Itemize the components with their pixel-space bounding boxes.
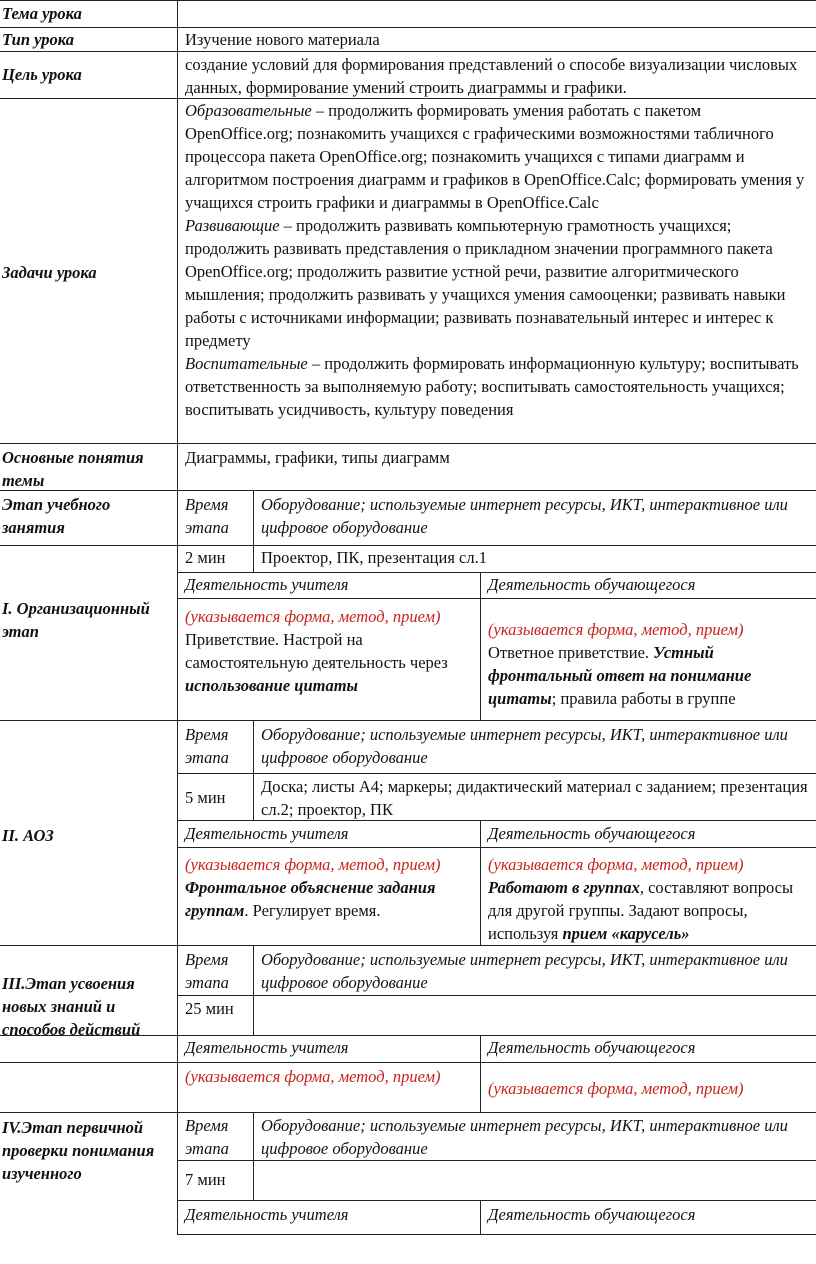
stage3-teacher-head: Деятельность учителя xyxy=(185,1038,349,1057)
stage1-student-text xyxy=(488,641,813,710)
stage2-teacher-plain: . Регулирует время. xyxy=(244,901,381,920)
row-divider xyxy=(0,945,816,946)
stage1-teacher-cell xyxy=(185,605,477,697)
time-header: Время этапа xyxy=(185,495,229,537)
row-divider xyxy=(177,995,816,996)
stage2-student-bold1: Работают в группах xyxy=(488,878,640,897)
row-divider xyxy=(177,773,816,774)
col-divider xyxy=(480,820,481,945)
stage1-student-plain2: ; правила работы в группе xyxy=(551,689,736,708)
row-divider xyxy=(177,1160,816,1161)
stage2-teacher-form-note: (указывается форма, метод, прием) xyxy=(185,855,441,874)
col-divider xyxy=(177,0,178,1235)
equip-header: Оборудование; используемые интернет ресурсы, ИКТ, интерактивное или цифровое оборудование xyxy=(261,495,788,537)
vos-text: – продолжить формировать информационную культуру; воспитывать ответственность за выполняемую работу; воспитывать самостоятельность учащихся; воспитывать усидчивость, культуру поведения xyxy=(185,354,799,419)
stage2-student-head: Деятельность обучающегося xyxy=(488,824,696,843)
stage2-student-bold2: прием «карусель» xyxy=(562,924,690,943)
row-divider xyxy=(0,1112,816,1113)
col-divider xyxy=(253,945,254,1035)
stage2-student-plain: , составляют вопросы для другой группы. Задают вопросы, используя xyxy=(488,878,794,943)
stage2-label: II. АОЗ xyxy=(2,826,54,845)
stage4-teacher-head: Деятельность учителя xyxy=(185,1205,349,1224)
stage1-teacher-head: Деятельность учителя xyxy=(185,575,349,594)
zadachi-obr xyxy=(185,99,810,214)
tip-value: Изучение нового материала xyxy=(185,30,380,49)
col-divider xyxy=(480,572,481,720)
etap-label: Этап учебного занятия xyxy=(2,495,111,537)
stage2-time-head: Время этапа xyxy=(185,725,229,767)
obr-head: Образовательные xyxy=(185,101,312,120)
cel-label: Цель урока xyxy=(2,65,82,84)
stage3-time-head: Время этапа xyxy=(185,950,229,992)
zadachi-label: Задачи урока xyxy=(2,263,97,282)
stage2-teacher-bold: Фронтальное объяснение задания группам xyxy=(185,878,436,920)
zadachi-vos xyxy=(185,352,810,421)
stage1-teacher-plain: Приветствие. Настрой на самостоятельную деятельность через xyxy=(185,630,448,672)
row-divider xyxy=(0,51,816,52)
stage1-student-form-note: (указывается форма, метод, прием) xyxy=(488,620,744,639)
stage2-student-cell xyxy=(488,853,813,945)
row-divider xyxy=(177,1234,816,1235)
stage2-teacher-cell xyxy=(185,853,477,922)
col-divider xyxy=(480,1200,481,1235)
row-divider xyxy=(177,847,816,848)
raz-text: – продолжить развивать компьютерную грамотность учащихся; продолжить развивать представления о прикладном значении программного пакета OpenOffice.org; продолжить развитие устной речи, развитие алгоритмического мышления; продолжить развивать у учащихся умения самооценки; развивать навыки работы с источниками информации; развивать познавательный интерес и интерес к предмету xyxy=(185,216,786,350)
row-divider xyxy=(177,1200,816,1201)
cel-value: создание условий для формирования представлений о способе визуализации числовых данных, формирование умений строить диаграммы и графики. xyxy=(185,55,798,97)
row-divider xyxy=(0,1062,816,1063)
stage2-equip: Доска; листы А4; маркеры; дидактический материал с заданием; презентация сл.2; проектор, ПК xyxy=(261,777,808,819)
stage4-equip-head: Оборудование; используемые интернет ресурсы, ИКТ, интерактивное или цифровое оборудование xyxy=(261,1116,788,1158)
ponyatiya-value: Диаграммы, графики, типы диаграмм xyxy=(185,448,450,467)
col-divider xyxy=(253,545,254,572)
row-divider xyxy=(177,598,816,599)
stage1-teacher-bold: использование цитаты xyxy=(185,676,359,695)
col-divider xyxy=(480,1035,481,1112)
stage1-student-cell xyxy=(488,618,813,710)
stage1-label: I. Организационный этап xyxy=(2,599,150,641)
stage3-student-head: Деятельность обучающегося xyxy=(488,1038,696,1057)
tema-label: Тема урока xyxy=(2,4,82,23)
stage1-student-head: Деятельность обучающегося xyxy=(488,575,696,594)
stage1-teacher-text xyxy=(185,628,477,697)
tip-label: Тип урока xyxy=(2,30,74,49)
zadachi-raz xyxy=(185,214,810,352)
col-divider xyxy=(253,1112,254,1200)
raz-head: Развивающие xyxy=(185,216,280,235)
stage2-time: 5 мин xyxy=(185,788,226,807)
stage2-student-form-note: (указывается форма, метод, прием) xyxy=(488,855,744,874)
stage1-time: 2 мин xyxy=(185,548,226,567)
obr-text: – продолжить формировать умения работать с пакетом OpenOffice.org; познакомить учащихся с графическими возможностями табличного процессора пакета OpenOffice.org; познакомить учащихся с типами диаграмм и алгоритмом построения диаграмм и графиков в OpenOffice.Calc; формировать умения у учащихся строить графики и диаграммы в OpenOffice.Calc xyxy=(185,101,805,212)
stage4-time-head: Время этапа xyxy=(185,1116,229,1158)
stage2-teacher-head: Деятельность учителя xyxy=(185,824,349,843)
stage3-student-form-note: (указывается форма, метод, прием) xyxy=(488,1079,744,1098)
stage2-student-text xyxy=(488,876,813,945)
stage3-teacher-form-note: (указывается форма, метод, прием) xyxy=(185,1067,441,1086)
stage1-teacher-form-note: (указывается форма, метод, прием) xyxy=(185,607,441,626)
stage3-label: III.Этап усвоения новых знаний и способов действий xyxy=(2,974,141,1039)
zadachi-value xyxy=(185,99,810,421)
stage3-equip-head: Оборудование; используемые интернет ресурсы, ИКТ, интерактивное или цифровое оборудование xyxy=(261,950,788,992)
vos-head: Воспитательные xyxy=(185,354,308,373)
row-divider xyxy=(0,720,816,721)
col-divider xyxy=(253,490,254,545)
row-divider xyxy=(0,443,816,444)
stage2-teacher-text xyxy=(185,876,477,922)
ponyatiya-label: Основные понятия темы xyxy=(2,448,144,490)
stage4-label: IV.Этап первичной проверки понимания изученного xyxy=(2,1118,155,1183)
stage4-time: 7 мин xyxy=(185,1170,226,1189)
stage4-student-head: Деятельность обучающегося xyxy=(488,1205,696,1224)
stage1-student-plain1: Ответное приветствие. xyxy=(488,643,654,662)
stage1-equip: Проектор, ПК, презентация сл.1 xyxy=(261,548,487,567)
row-divider xyxy=(0,0,816,1)
stage2-equip-head: Оборудование; используемые интернет ресурсы, ИКТ, интерактивное или цифровое оборудование xyxy=(261,725,788,767)
stage3-time: 25 мин xyxy=(185,999,234,1018)
stage1-student-bold: Устный фронтальный ответ на понимание цитаты xyxy=(488,643,752,708)
col-divider xyxy=(253,720,254,820)
